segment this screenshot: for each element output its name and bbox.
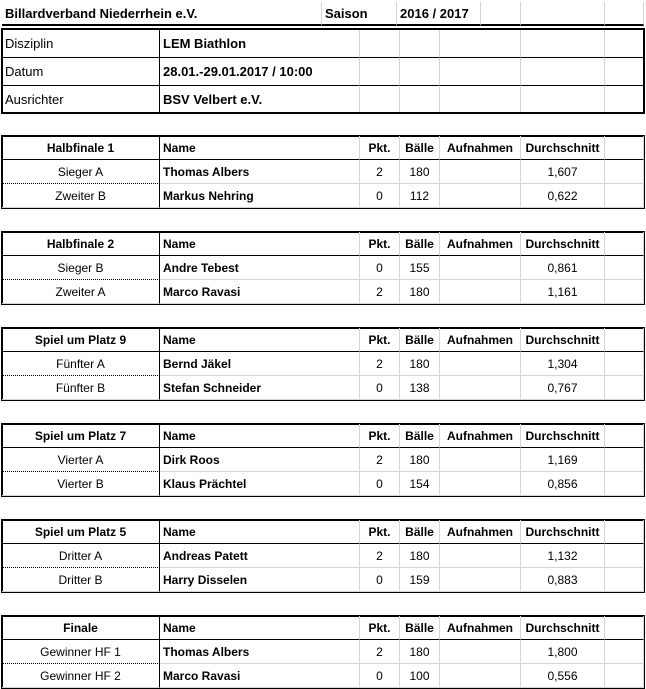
match-title: Halbfinale 1 xyxy=(46,140,115,155)
player-row xyxy=(0,256,646,280)
empty-cell[interactable] xyxy=(605,160,644,184)
empty-cell[interactable] xyxy=(605,256,644,280)
empty-cell[interactable] xyxy=(360,86,400,114)
player-name-cell[interactable] xyxy=(160,376,360,400)
column-header-pkt[interactable] xyxy=(360,136,400,160)
player-pkt-cell[interactable] xyxy=(360,448,400,472)
player-row xyxy=(0,664,646,688)
column-header-label: Name xyxy=(163,620,196,635)
column-header-baelle[interactable] xyxy=(400,616,440,640)
match-header-row xyxy=(0,424,646,448)
column-header-aufnahmen[interactable] xyxy=(440,232,521,256)
empty-cell[interactable] xyxy=(605,58,644,86)
player-baelle: 154 xyxy=(409,476,430,491)
empty-cell[interactable] xyxy=(521,2,605,26)
match-header-row xyxy=(0,616,646,640)
player-baelle: 138 xyxy=(409,380,430,395)
player-schnitt-cell[interactable] xyxy=(521,472,605,496)
date-label-cell[interactable] xyxy=(2,58,160,86)
player-schnitt: 1,169 xyxy=(547,452,578,467)
column-header-pkt[interactable] xyxy=(360,232,400,256)
empty-cell[interactable] xyxy=(605,664,644,688)
column-header-schnitt[interactable] xyxy=(521,616,605,640)
player-baelle: 180 xyxy=(409,452,430,467)
empty-cell[interactable] xyxy=(605,544,644,568)
player-schnitt: 0,861 xyxy=(547,260,578,275)
empty-cell[interactable] xyxy=(605,616,644,640)
player-pkt-cell[interactable] xyxy=(360,568,400,592)
player-aufnahmen-cell[interactable] xyxy=(440,280,521,304)
player-role-cell[interactable] xyxy=(2,184,160,208)
player-aufnahmen-cell[interactable] xyxy=(440,160,521,184)
discipline-label-cell[interactable] xyxy=(2,30,160,58)
player-role-cell[interactable] xyxy=(2,544,160,568)
empty-cell[interactable] xyxy=(605,328,644,352)
player-name: Marco Ravasi xyxy=(163,668,241,683)
player-row xyxy=(0,376,646,400)
match-title-cell[interactable] xyxy=(2,616,160,640)
column-header-baelle[interactable] xyxy=(400,136,440,160)
player-role-cell[interactable] xyxy=(2,256,160,280)
player-name: Marco Ravasi xyxy=(163,284,241,299)
empty-cell[interactable] xyxy=(440,58,521,86)
empty-cell[interactable] xyxy=(440,86,521,114)
organizer-value-cell[interactable] xyxy=(160,86,360,114)
player-baelle: 180 xyxy=(409,164,430,179)
player-aufnahmen-cell[interactable] xyxy=(440,256,521,280)
player-name-cell[interactable] xyxy=(160,352,360,376)
player-baelle-cell[interactable] xyxy=(400,160,440,184)
match-title: Halbfinale 2 xyxy=(46,236,115,251)
column-header-label: Durchschnitt xyxy=(525,236,600,251)
player-role-cell[interactable] xyxy=(2,568,160,592)
column-header-schnitt[interactable] xyxy=(521,424,605,448)
player-role: Sieger B xyxy=(57,260,104,275)
column-header-pkt[interactable] xyxy=(360,616,400,640)
player-baelle-cell[interactable] xyxy=(400,568,440,592)
player-role: Zweiter B xyxy=(55,188,106,203)
player-schnitt-cell[interactable] xyxy=(521,160,605,184)
player-schnitt-cell[interactable] xyxy=(521,280,605,304)
player-schnitt-cell[interactable] xyxy=(521,544,605,568)
column-header-schnitt[interactable] xyxy=(521,520,605,544)
player-name-cell[interactable] xyxy=(160,160,360,184)
empty-cell[interactable] xyxy=(440,30,521,58)
column-header-aufnahmen[interactable] xyxy=(440,424,521,448)
empty-cell[interactable] xyxy=(605,376,644,400)
player-baelle-cell[interactable] xyxy=(400,472,440,496)
player-name-cell[interactable] xyxy=(160,664,360,688)
player-baelle: 112 xyxy=(409,188,430,203)
player-name-cell[interactable] xyxy=(160,568,360,592)
player-schnitt: 0,622 xyxy=(547,188,578,203)
empty-cell[interactable] xyxy=(521,58,605,86)
player-schnitt: 1,304 xyxy=(547,356,578,371)
player-schnitt-cell[interactable] xyxy=(521,448,605,472)
player-name: Dirk Roos xyxy=(163,452,220,467)
empty-cell[interactable] xyxy=(605,30,644,58)
empty-cell[interactable] xyxy=(605,86,644,114)
player-name-cell[interactable] xyxy=(160,544,360,568)
player-role: Zweiter A xyxy=(55,284,106,299)
info-row-date xyxy=(0,58,646,82)
empty-cell[interactable] xyxy=(605,184,644,208)
player-baelle-cell[interactable] xyxy=(400,640,440,664)
player-baelle: 159 xyxy=(409,572,430,587)
match-title: Spiel um Platz 7 xyxy=(34,428,127,443)
player-aufnahmen-cell[interactable] xyxy=(440,376,521,400)
player-name: Thomas Albers xyxy=(163,164,250,179)
player-pkt-cell[interactable] xyxy=(360,256,400,280)
date-value-cell[interactable] xyxy=(160,58,360,86)
player-baelle-cell[interactable] xyxy=(400,352,440,376)
empty-cell[interactable] xyxy=(605,136,644,160)
column-header-label: Pkt. xyxy=(368,236,391,251)
player-row xyxy=(0,184,646,208)
empty-cell[interactable] xyxy=(360,58,400,86)
player-baelle: 180 xyxy=(409,644,430,659)
match-title-cell[interactable] xyxy=(2,328,160,352)
column-header-label: Name xyxy=(163,236,196,251)
player-row xyxy=(0,472,646,496)
discipline-label: Disziplin xyxy=(5,36,54,51)
header-row xyxy=(0,2,646,26)
player-baelle: 100 xyxy=(409,668,430,683)
player-role-cell[interactable] xyxy=(2,280,160,304)
player-aufnahmen-cell[interactable] xyxy=(440,472,521,496)
season-value-cell[interactable] xyxy=(397,2,481,26)
empty-cell[interactable] xyxy=(605,520,644,544)
column-header-label: Aufnahmen xyxy=(447,236,513,251)
empty-cell[interactable] xyxy=(360,30,400,58)
player-schnitt-cell[interactable] xyxy=(521,376,605,400)
empty-cell[interactable] xyxy=(605,640,644,664)
column-header-label: Pkt. xyxy=(368,140,391,155)
player-schnitt-cell[interactable] xyxy=(521,568,605,592)
player-schnitt: 1,161 xyxy=(547,284,578,299)
player-role: Fünfter A xyxy=(56,356,105,371)
player-pkt: 2 xyxy=(376,452,383,467)
match-title: Spiel um Platz 9 xyxy=(34,332,127,347)
player-baelle: 155 xyxy=(409,260,430,275)
player-pkt-cell[interactable] xyxy=(360,352,400,376)
empty-cell[interactable] xyxy=(605,280,644,304)
column-header-name[interactable] xyxy=(160,328,360,352)
column-header-baelle[interactable] xyxy=(400,424,440,448)
match-title: Finale xyxy=(63,620,98,635)
column-header-label: Name xyxy=(163,428,196,443)
player-pkt-cell[interactable] xyxy=(360,640,400,664)
player-pkt-cell[interactable] xyxy=(360,544,400,568)
player-pkt-cell[interactable] xyxy=(360,184,400,208)
match-title-cell[interactable] xyxy=(2,232,160,256)
player-schnitt: 0,556 xyxy=(547,668,578,683)
player-schnitt-cell[interactable] xyxy=(521,184,605,208)
match-header-row xyxy=(0,520,646,544)
player-baelle: 180 xyxy=(409,356,430,371)
player-aufnahmen-cell[interactable] xyxy=(440,184,521,208)
column-header-label: Durchschnitt xyxy=(525,524,600,539)
season-value: 2016 / 2017 xyxy=(400,5,469,21)
player-row xyxy=(0,160,646,184)
column-header-name[interactable] xyxy=(160,616,360,640)
empty-cell[interactable] xyxy=(521,86,605,114)
player-baelle-cell[interactable] xyxy=(400,544,440,568)
column-header-schnitt[interactable] xyxy=(521,328,605,352)
player-schnitt: 0,883 xyxy=(547,572,578,587)
column-header-label: Bälle xyxy=(405,332,434,347)
player-pkt: 2 xyxy=(376,284,383,299)
match-header-row xyxy=(0,328,646,352)
player-pkt: 2 xyxy=(376,164,383,179)
empty-cell[interactable] xyxy=(605,424,644,448)
player-role: Gewinner HF 1 xyxy=(40,644,121,659)
player-name: Stefan Schneider xyxy=(163,380,262,395)
player-role-cell[interactable] xyxy=(2,664,160,688)
column-header-label: Durchschnitt xyxy=(525,620,600,635)
column-header-label: Aufnahmen xyxy=(447,332,513,347)
player-schnitt-cell[interactable] xyxy=(521,256,605,280)
player-pkt: 0 xyxy=(376,476,383,491)
column-header-label: Bälle xyxy=(405,428,434,443)
player-role-cell[interactable] xyxy=(2,448,160,472)
player-name: Thomas Albers xyxy=(163,644,250,659)
player-schnitt-cell[interactable] xyxy=(521,352,605,376)
player-role: Dritter B xyxy=(58,572,103,587)
player-name: Harry Disselen xyxy=(163,572,248,587)
empty-cell[interactable] xyxy=(400,58,440,86)
player-name: Bernd Jäkel xyxy=(163,356,232,371)
column-header-label: Bälle xyxy=(405,140,434,155)
season-label-cell[interactable] xyxy=(322,2,397,26)
player-pkt-cell[interactable] xyxy=(360,376,400,400)
player-pkt: 0 xyxy=(376,188,383,203)
player-aufnahmen-cell[interactable] xyxy=(440,448,521,472)
column-header-label: Aufnahmen xyxy=(447,620,513,635)
player-schnitt: 1,800 xyxy=(547,644,578,659)
empty-cell[interactable] xyxy=(521,30,605,58)
column-header-baelle[interactable] xyxy=(400,232,440,256)
org-title: Billardverband Niederrhein e.V. xyxy=(5,5,198,21)
column-header-name[interactable] xyxy=(160,520,360,544)
player-row xyxy=(0,568,646,592)
player-aufnahmen-cell[interactable] xyxy=(440,640,521,664)
column-header-label: Aufnahmen xyxy=(447,140,513,155)
column-header-name[interactable] xyxy=(160,232,360,256)
match-title: Spiel um Platz 5 xyxy=(34,524,127,539)
match-title-cell[interactable] xyxy=(2,424,160,448)
player-role-cell[interactable] xyxy=(2,472,160,496)
player-name-cell[interactable] xyxy=(160,280,360,304)
column-header-name[interactable] xyxy=(160,424,360,448)
empty-cell[interactable] xyxy=(605,232,644,256)
column-header-aufnahmen[interactable] xyxy=(440,136,521,160)
player-schnitt: 1,607 xyxy=(547,164,578,179)
empty-cell[interactable] xyxy=(605,352,644,376)
player-name-cell[interactable] xyxy=(160,472,360,496)
column-header-label: Bälle xyxy=(405,620,434,635)
column-header-baelle[interactable] xyxy=(400,328,440,352)
player-schnitt: 1,132 xyxy=(547,548,578,563)
empty-cell[interactable] xyxy=(605,2,644,26)
player-role: Vierter B xyxy=(57,476,104,491)
player-schnitt-cell[interactable] xyxy=(521,664,605,688)
player-baelle: 180 xyxy=(409,548,430,563)
player-baelle-cell[interactable] xyxy=(400,376,440,400)
player-pkt: 2 xyxy=(376,548,383,563)
column-header-label: Pkt. xyxy=(368,428,391,443)
player-pkt: 0 xyxy=(376,668,383,683)
player-row xyxy=(0,280,646,304)
player-baelle-cell[interactable] xyxy=(400,448,440,472)
column-header-aufnahmen[interactable] xyxy=(440,520,521,544)
organizer-value: BSV Velbert e.V. xyxy=(163,92,263,107)
column-header-label: Aufnahmen xyxy=(447,428,513,443)
discipline-value-cell[interactable] xyxy=(160,30,360,58)
player-pkt: 0 xyxy=(376,572,383,587)
column-header-pkt[interactable] xyxy=(360,328,400,352)
player-schnitt: 0,767 xyxy=(547,380,578,395)
player-baelle-cell[interactable] xyxy=(400,664,440,688)
info-row-organizer xyxy=(0,86,646,110)
player-name-cell[interactable] xyxy=(160,640,360,664)
player-name: Andre Tebest xyxy=(163,260,239,275)
player-role: Vierter A xyxy=(57,452,104,467)
match-title-cell[interactable] xyxy=(2,136,160,160)
column-header-label: Pkt. xyxy=(368,332,391,347)
column-header-label: Pkt. xyxy=(368,524,391,539)
column-header-pkt[interactable] xyxy=(360,424,400,448)
player-row xyxy=(0,448,646,472)
empty-cell[interactable] xyxy=(400,30,440,58)
column-header-aufnahmen[interactable] xyxy=(440,616,521,640)
empty-cell[interactable] xyxy=(400,86,440,114)
player-role-cell[interactable] xyxy=(2,376,160,400)
player-pkt-cell[interactable] xyxy=(360,280,400,304)
player-aufnahmen-cell[interactable] xyxy=(440,568,521,592)
player-row xyxy=(0,640,646,664)
player-role: Sieger A xyxy=(57,164,104,179)
player-name: Klaus Prächtel xyxy=(163,476,247,491)
info-row-discipline xyxy=(0,30,646,54)
discipline-value: LEM Biathlon xyxy=(163,36,247,51)
season-label: Saison xyxy=(325,5,368,21)
column-header-label: Durchschnitt xyxy=(525,428,600,443)
column-header-label: Pkt. xyxy=(368,620,391,635)
date-label: Datum xyxy=(5,64,44,79)
match-header-row xyxy=(0,136,646,160)
column-header-label: Bälle xyxy=(405,524,434,539)
player-role: Gewinner HF 2 xyxy=(40,668,121,683)
player-row xyxy=(0,544,646,568)
column-header-label: Durchschnitt xyxy=(525,332,600,347)
organizer-label: Ausrichter xyxy=(5,92,64,107)
column-header-pkt[interactable] xyxy=(360,520,400,544)
player-role: Fünfter B xyxy=(55,380,106,395)
player-name-cell[interactable] xyxy=(160,448,360,472)
match-title-cell[interactable] xyxy=(2,520,160,544)
column-header-schnitt[interactable] xyxy=(521,232,605,256)
player-baelle-cell[interactable] xyxy=(400,256,440,280)
empty-cell[interactable] xyxy=(605,448,644,472)
player-baelle-cell[interactable] xyxy=(400,184,440,208)
column-header-label: Bälle xyxy=(405,236,434,251)
empty-cell[interactable] xyxy=(481,2,521,26)
player-aufnahmen-cell[interactable] xyxy=(440,352,521,376)
player-aufnahmen-cell[interactable] xyxy=(440,664,521,688)
player-name: Markus Nehring xyxy=(163,188,254,203)
player-name: Andreas Patett xyxy=(163,548,248,563)
player-role-cell[interactable] xyxy=(2,640,160,664)
column-header-label: Aufnahmen xyxy=(447,524,513,539)
player-schnitt: 0,856 xyxy=(547,476,578,491)
player-baelle-cell[interactable] xyxy=(400,280,440,304)
player-baelle: 180 xyxy=(409,284,430,299)
column-header-schnitt[interactable] xyxy=(521,136,605,160)
player-aufnahmen-cell[interactable] xyxy=(440,544,521,568)
player-role-cell[interactable] xyxy=(2,160,160,184)
player-pkt-cell[interactable] xyxy=(360,160,400,184)
player-row xyxy=(0,352,646,376)
player-schnitt-cell[interactable] xyxy=(521,640,605,664)
player-pkt-cell[interactable] xyxy=(360,472,400,496)
column-header-name[interactable] xyxy=(160,136,360,160)
player-name-cell[interactable] xyxy=(160,256,360,280)
player-role-cell[interactable] xyxy=(2,352,160,376)
column-header-label: Name xyxy=(163,140,196,155)
player-pkt: 0 xyxy=(376,260,383,275)
player-role: Dritter A xyxy=(58,548,103,563)
empty-cell[interactable] xyxy=(605,472,644,496)
player-pkt: 2 xyxy=(376,356,383,371)
title-cell[interactable] xyxy=(2,2,322,26)
empty-cell[interactable] xyxy=(605,568,644,592)
match-header-row xyxy=(0,232,646,256)
player-name-cell[interactable] xyxy=(160,184,360,208)
column-header-label: Name xyxy=(163,524,196,539)
column-header-aufnahmen[interactable] xyxy=(440,328,521,352)
player-pkt: 2 xyxy=(376,644,383,659)
column-header-label: Name xyxy=(163,332,196,347)
column-header-baelle[interactable] xyxy=(400,520,440,544)
player-pkt-cell[interactable] xyxy=(360,664,400,688)
organizer-label-cell[interactable] xyxy=(2,86,160,114)
column-header-label: Durchschnitt xyxy=(525,140,600,155)
date-value: 28.01.-29.01.2017 / 10:00 xyxy=(163,64,313,79)
player-pkt: 0 xyxy=(376,380,383,395)
